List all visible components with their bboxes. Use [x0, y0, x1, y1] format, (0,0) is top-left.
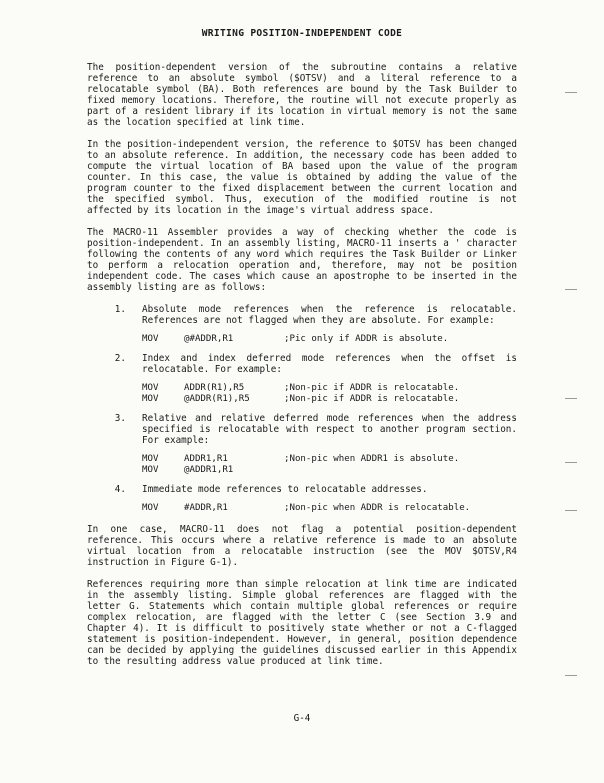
- code-operand: ADDR1,R1: [184, 454, 228, 464]
- code-opcode: MOV: [142, 394, 159, 404]
- document-body: [87, 62, 517, 678]
- list-item-text: Absolute mode references when the reference is relocatable. References are not flagged when they are absolute. For example:: [142, 304, 517, 326]
- code-comment: [284, 465, 517, 476]
- code-example: [142, 465, 517, 476]
- code-operand: #ADDR,R1: [184, 503, 228, 513]
- code-opcode: MOV: [142, 334, 159, 344]
- code-example: [142, 383, 517, 394]
- list-item-text: Immediate mode references to relocatable addresses.: [142, 484, 428, 495]
- paragraph: In the position-independent version, the reference to $OTSV has been changed to an absolute reference. In addition, the necessary code has been added to compute the virtual location of BA based upon the value of the program counter. In this case, the value is obtained by adding the value of the program counter to the fixed displacement between the current location and the specified symbol. Thus, execution of the modified routine is not affected by its location in the image's virtual address space.: [87, 139, 517, 216]
- paragraph: The position-dependent version of the subroutine contains a relative reference to an absolute symbol ($OTSV) and a literal reference to a relocatable symbol (BA). Both references are bound by the Task Builder to fixed memory locations. Therefore, the routine will not execute properly as part of a resident library if its location in virtual memory is not the same as the location specified at link time.: [87, 62, 517, 128]
- code-comment: ;Non-pic if ADDR is relocatable.: [284, 394, 460, 404]
- code-opcode: MOV: [142, 465, 159, 475]
- paragraph: References requiring more than simple relocation at link time are indicated in the assembly listing. Simple global references are flagged with the letter G. Statements which contain multiple global references or require complex relocation, are flagged with the letter C (see Section 3.9 and Chapter 4). It is difficult to positively state whether or not a C-flagged statement is position-independent. However, in general, position dependence can be decided by applying the guidelines discussed earlier in this Appendix to the resulting address value produced at link time.: [87, 579, 517, 667]
- page-number: G-4: [293, 713, 311, 724]
- code-operand: @#ADDR,R1: [184, 334, 234, 344]
- cases-list: [87, 304, 517, 514]
- margin-mark: [565, 289, 577, 290]
- margin-mark: [565, 462, 577, 463]
- code-operand: @ADDR(R1),R5: [184, 394, 250, 404]
- code-operand: ADDR(R1),R5: [184, 383, 245, 393]
- list-item-text: Index and index deferred mode references when the offset is relocatable. For example:: [142, 353, 517, 375]
- code-comment: ;Non-pic when ADDR is relocatable.: [284, 503, 471, 513]
- list-item-number: 1.: [114, 304, 126, 315]
- code-opcode: MOV: [142, 383, 159, 393]
- margin-mark: [565, 675, 577, 676]
- list-item-number: 2.: [114, 353, 126, 364]
- code-example: [142, 334, 517, 345]
- margin-mark: [565, 398, 577, 399]
- page-header-title: WRITING POSITION-INDEPENDENT CODE: [201, 28, 403, 39]
- code-example: [142, 503, 517, 514]
- margin-mark: [565, 510, 577, 511]
- list-item: [87, 304, 517, 345]
- code-comment: ;Non-pic when ADDR1 is absolute.: [284, 454, 460, 464]
- list-item-number: 3.: [114, 413, 126, 424]
- code-operand: @ADDR1,R1: [184, 465, 234, 475]
- margin-mark: [565, 92, 577, 93]
- list-item: [87, 484, 517, 514]
- list-item-text: Relative and relative deferred mode references when the address specified is relocatable with respect to another program section. For example:: [142, 413, 517, 446]
- code-opcode: MOV: [142, 454, 159, 464]
- code-example: [142, 454, 517, 465]
- list-item: [87, 353, 517, 405]
- list-item: [87, 413, 517, 476]
- code-example: [142, 394, 517, 405]
- list-item-number: 4.: [114, 484, 126, 495]
- code-opcode: MOV: [142, 503, 159, 513]
- code-comment: ;Non-pic if ADDR is relocatable.: [284, 383, 460, 393]
- code-comment: ;Pic only if ADDR is absolute.: [284, 334, 449, 344]
- paragraph: The MACRO-11 Assembler provides a way of checking whether the code is position-independent. In an assembly listing, MACRO-11 inserts a ' character following the contents of any word which requires the Task Builder or Linker to perform a relocation operation and, therefore, may not be position independent code. The cases which cause an apostrophe to be inserted in the assembly listing are as follows:: [87, 227, 517, 293]
- paragraph: In one case, MACRO-11 does not flag a potential position-dependent reference. This occurs where a relative reference is made to an absolute virtual location from a relocatable instruction (see the MOV $OTSV,R4 instruction in Figure G-1).: [87, 524, 517, 568]
